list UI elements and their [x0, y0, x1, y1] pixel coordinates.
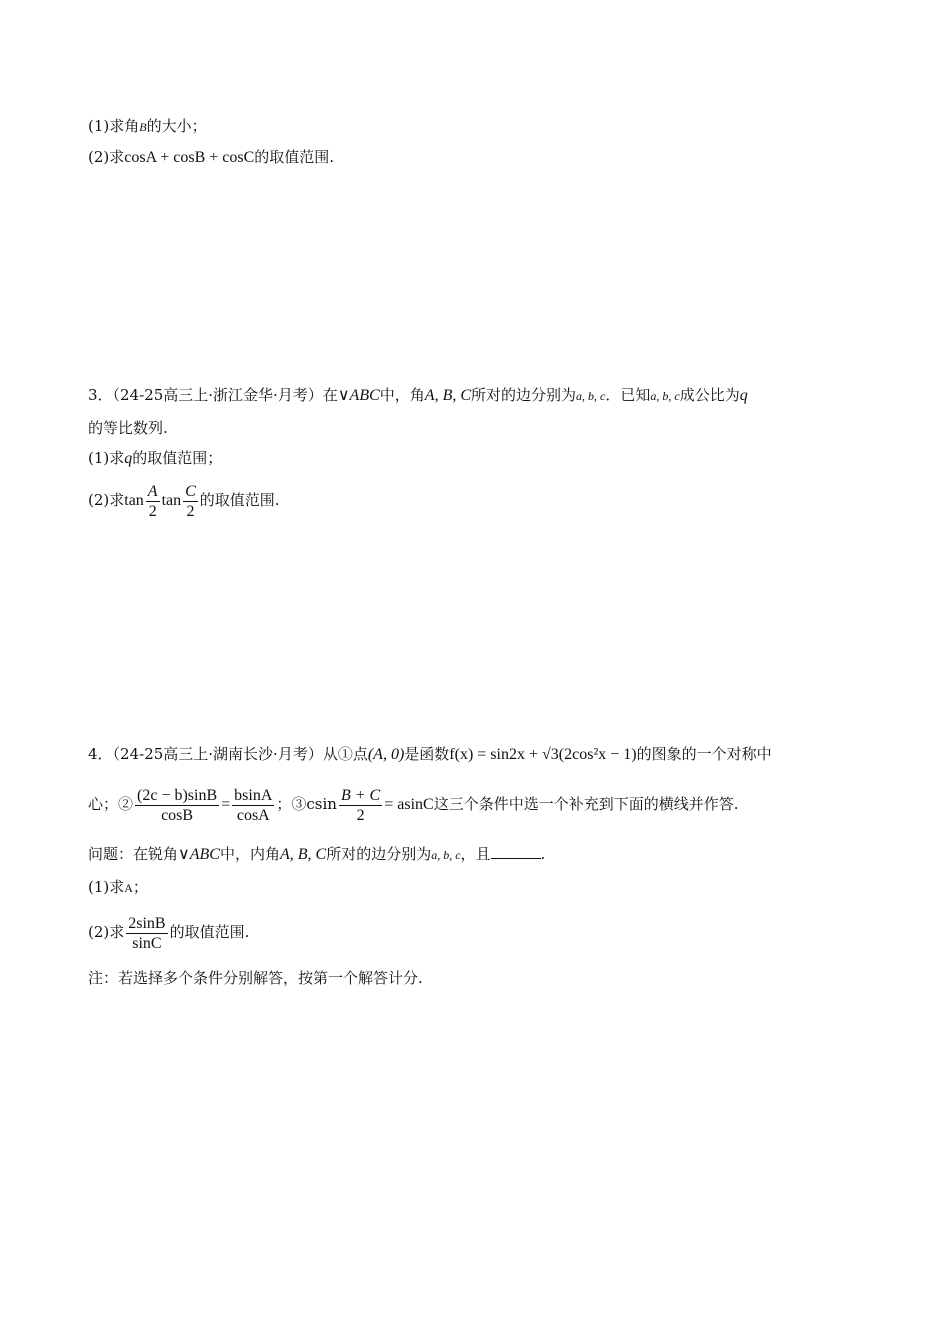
- denominator: 2: [186, 502, 195, 520]
- equals: =: [221, 796, 231, 813]
- cond3-rhs: = asinC: [384, 796, 434, 813]
- numerator: bsinA: [234, 786, 273, 804]
- angles: A, B, C: [279, 846, 327, 863]
- text: .: [540, 845, 546, 863]
- q4-part1: [88, 876, 148, 899]
- question-number: 3．: [88, 386, 113, 404]
- text: 在: [322, 386, 338, 404]
- text: 这三个条件中选一个补充到下面的横线并作答.: [433, 795, 739, 813]
- denominator: 2: [356, 806, 365, 824]
- answer-blank[interactable]: [491, 844, 541, 859]
- var-q: q: [124, 450, 133, 467]
- point-A0: (A, 0): [367, 746, 405, 763]
- text: ．已知: [605, 386, 651, 404]
- fraction-C-over-2: [183, 482, 198, 521]
- text: (2)求: [88, 491, 125, 509]
- text: (2)求: [88, 923, 125, 941]
- denominator: 2: [148, 502, 157, 520]
- q2-part2: [88, 146, 334, 169]
- fraction-A-over-2: [146, 482, 160, 521]
- q4-note: [88, 967, 423, 989]
- question-source: （24-25高三上·湖南长沙·月考）: [112, 745, 323, 763]
- question-source: （24-25高三上·浙江金华·月考）: [112, 386, 323, 404]
- numerator: A: [147, 482, 158, 500]
- numerator: 2sinB: [128, 914, 166, 932]
- note-text: 注：若选择多个条件分别解答，按第一个解答计分.: [88, 969, 423, 987]
- text: 的取值范围.: [199, 491, 280, 509]
- function-f: f(x) = sin2x + √3(2cos²x − 1): [449, 746, 637, 763]
- sides: a, b, c: [650, 389, 680, 403]
- q2-part1: [88, 115, 207, 138]
- sides: a, b, c: [576, 389, 606, 403]
- sides: a, b, c: [431, 848, 461, 862]
- text: 的等比数列.: [88, 419, 168, 437]
- q4-stem-line2: [88, 782, 738, 827]
- numerator: B + C: [340, 786, 381, 804]
- q3-stem-line2: [88, 417, 168, 439]
- triangle-label: ∨ABC: [178, 846, 220, 863]
- text: 中，角: [379, 386, 425, 404]
- q4-part2: [88, 910, 249, 954]
- text: (1)求角: [88, 117, 140, 135]
- var-A: A: [124, 881, 133, 895]
- tan: tan: [124, 492, 144, 509]
- var-q: q: [739, 387, 748, 404]
- text: 所对的边分别为: [471, 386, 577, 404]
- numerator: C: [185, 482, 196, 500]
- numerator: (2c − b)sinB: [137, 786, 218, 804]
- text: 的取值范围.: [254, 148, 335, 166]
- text: 的图象的一个对称中: [636, 745, 772, 763]
- denominator: cosB: [161, 806, 194, 824]
- q3-part1: [88, 447, 222, 470]
- fraction-2sinB-over-sinC: [126, 914, 167, 953]
- text: 的取值范围；: [132, 449, 223, 467]
- text: 中，内角: [219, 845, 280, 863]
- expr-cos-sum: cosA + cosB + cosC: [124, 149, 255, 166]
- text: ；: [132, 878, 148, 896]
- text: (2)求: [88, 148, 125, 166]
- denominator: cosA: [236, 806, 270, 824]
- text: ；③csin: [276, 795, 337, 813]
- text: 心；②: [88, 795, 134, 813]
- text: 是函数: [404, 745, 450, 763]
- tan: tan: [161, 492, 182, 509]
- q4-stem-line1: [88, 743, 772, 766]
- fraction-cond2-left: [135, 786, 219, 825]
- var-B: B: [139, 120, 147, 134]
- text: 的大小；: [146, 117, 207, 135]
- q3-stem-line1: [88, 384, 748, 407]
- text: 从①点: [322, 745, 368, 763]
- fraction-cond2-right: [232, 786, 274, 825]
- q4-problem: [88, 843, 545, 866]
- text: (1)求: [88, 449, 125, 467]
- fraction-cond3: [339, 786, 382, 825]
- angles: A, B, C: [424, 387, 472, 404]
- question-number: 4．: [88, 745, 113, 763]
- text: 成公比为: [679, 386, 740, 404]
- text: ，且: [460, 845, 491, 863]
- text: 的取值范围.: [169, 923, 250, 941]
- text: 所对的边分别为: [326, 845, 432, 863]
- text: (1)求: [88, 878, 125, 896]
- q3-part2: [88, 478, 280, 523]
- text: 问题：在锐角: [88, 845, 179, 863]
- triangle-label: ∨ABC: [337, 387, 380, 404]
- denominator: sinC: [132, 934, 162, 952]
